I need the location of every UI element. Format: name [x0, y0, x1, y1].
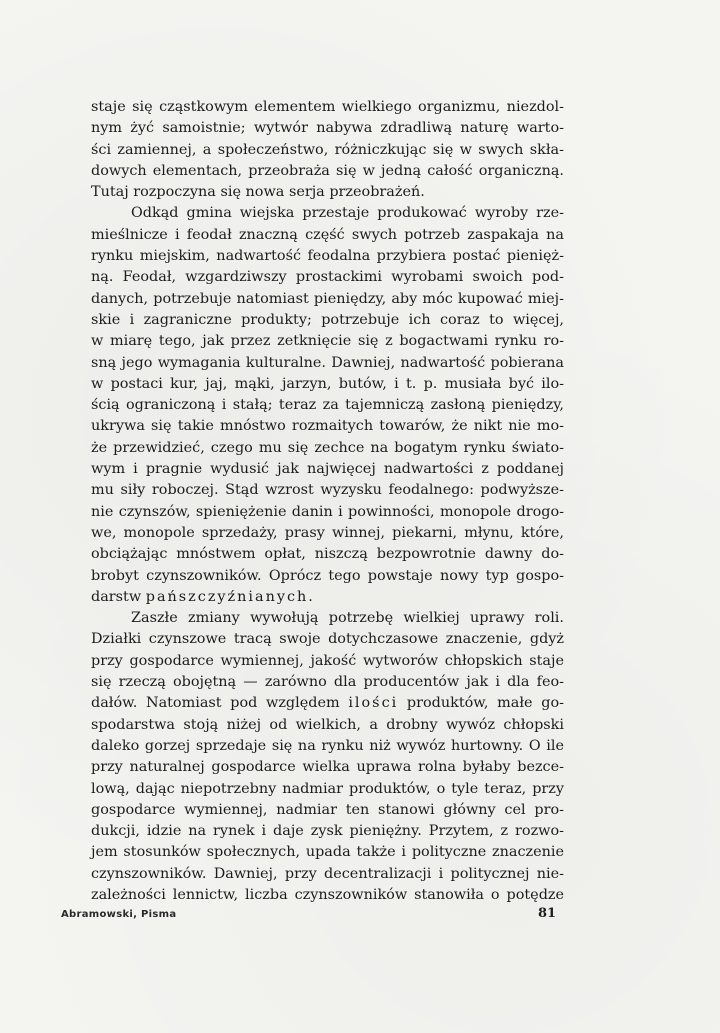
text-line: się rzeczą obojętną — zarówno dla producentów jak i dla feo- [91, 674, 564, 691]
text-line: spodarstwa stoją niżej od wielkich, a drobny wywóz chłopski [91, 716, 564, 733]
paragraph-1 [91, 97, 564, 203]
text-line: obciążając mnóstwem opłat, niszczą bezpowrotnie dawny do- [91, 546, 564, 563]
text-line: dowych elementach, przeobraża się w jedną całość organiczną. [91, 162, 564, 179]
text-line: danych, potrzebuje natomiast pieniędzy, aby móc kupować miej- [91, 290, 564, 307]
text-line: dukcji, idzie na rynek i daje zysk pieniężny. Przytem, z rozwo- [91, 823, 564, 840]
text-line: Zaszłe zmiany wywołują potrzebę wielkiej uprawy roli. [131, 610, 564, 627]
page-number: 81 [538, 906, 557, 921]
text-line [91, 587, 564, 608]
text-line: skie i zagraniczne produkty; potrzebuje ich coraz to więcej, [91, 311, 564, 328]
paragraph-2 [91, 203, 564, 608]
body-text [91, 97, 564, 906]
spaced-emphasis: ilości [348, 695, 399, 712]
text-line: gospodarce wymiennej, nadmiar ten stanowi główny cel pro- [91, 801, 564, 818]
text-line: nym żyć samoistnie; wytwór nabywa zdradliwą naturę warto- [91, 120, 564, 137]
text-line: ukrywa się takie mnóstwo rozmaitych towarów, że nikt nie mo- [91, 418, 564, 435]
text-line: zależności lennictw, liczba czynszowników stanowiła o potędze [91, 886, 564, 903]
text-line: jem stosunków społecznych, upada także i polityczne znaczenie [91, 844, 564, 861]
text-line: staje się cząstkowym elementem wielkiego organizmu, niezdol- [91, 99, 564, 115]
text-line: przy gospodarce wymiennej, jakość wytworów chłopskich staje [91, 652, 564, 669]
text-line: czynszowników. Dawniej, przy decentralizacji i politycznej nie- [91, 865, 564, 882]
text-line: ną. Feodał, wzgardziwszy prostackimi wyrobami swoich pod- [91, 269, 564, 286]
text-line: ścią ograniczoną i stałą; teraz za tajemniczą zasłoną pieniędzy, [91, 397, 564, 414]
text-line: sną jego wymagania kulturalne. Dawniej, nadwartość pobierana [91, 354, 564, 371]
text-line: w miarę tego, jak przez zetknięcie się z bogactwami rynku ro- [91, 333, 564, 350]
text-line: że przewidzieć, czego mu się zechce na bogatym rynku świato- [91, 439, 564, 456]
text-line: wym i pragnie wydusić jak najwięcej nadwartości z poddanej [91, 461, 564, 478]
text-line: rynku miejskim, nadwartość feodalna przybiera postać pienięż- [91, 248, 564, 265]
text-line: daleko gorzej sprzedaje się na rynku niż wywóz hurtowny. O ile [91, 737, 564, 754]
paragraph-3 [91, 608, 564, 906]
text-line: Działki czynszowe tracą swoje dotychczasowe znaczenie, gdyż [91, 631, 564, 648]
text-fragment: darstw [91, 588, 146, 605]
text-line: mieślnicze i feodał znaczną część swych potrzeb zaspakaja na [91, 226, 564, 243]
text-line: Tutaj rozpoczyna się nowa serja przeobrażeń. [91, 184, 425, 201]
text-line: nie czynszów, spieniężenie danin i powinności, monopole drogo- [91, 503, 564, 520]
text-line: w postaci kur, jaj, mąki, jarzyn, butów, i t. p. musiała być ilo- [91, 375, 564, 392]
text-fragment: produktów, małe go- [398, 695, 564, 712]
text-line: mu siły roboczej. Stąd wzrost wyzysku feodalnego: podwyższe- [91, 482, 564, 499]
text-line: przy naturalnej gospodarce wielka uprawa rolna byłaby bezce- [91, 759, 564, 776]
text-line: we, monopole sprzedaży, prasy winnej, piekarni, młynu, które, [91, 524, 564, 541]
text-line: brobyt czynszowników. Oprócz tego powstaje nowy typ gospo- [91, 567, 564, 584]
text-fragment: dałów. Natomiast pod względem [91, 695, 349, 712]
text-line: Odkąd gmina wiejska przestaje produkować wyroby rze- [131, 205, 564, 222]
text-line: ści zamiennej, a społeczeństwo, różniczkując się w swych skła- [91, 141, 564, 158]
spaced-emphasis: pańszczyźnianych. [145, 588, 315, 605]
text-line: lową, dając niepotrzebny nadmiar produktów, o tyle teraz, przy [91, 780, 564, 797]
text-line [91, 693, 564, 714]
footer-book-title: Abramowski, Pisma [61, 909, 177, 920]
